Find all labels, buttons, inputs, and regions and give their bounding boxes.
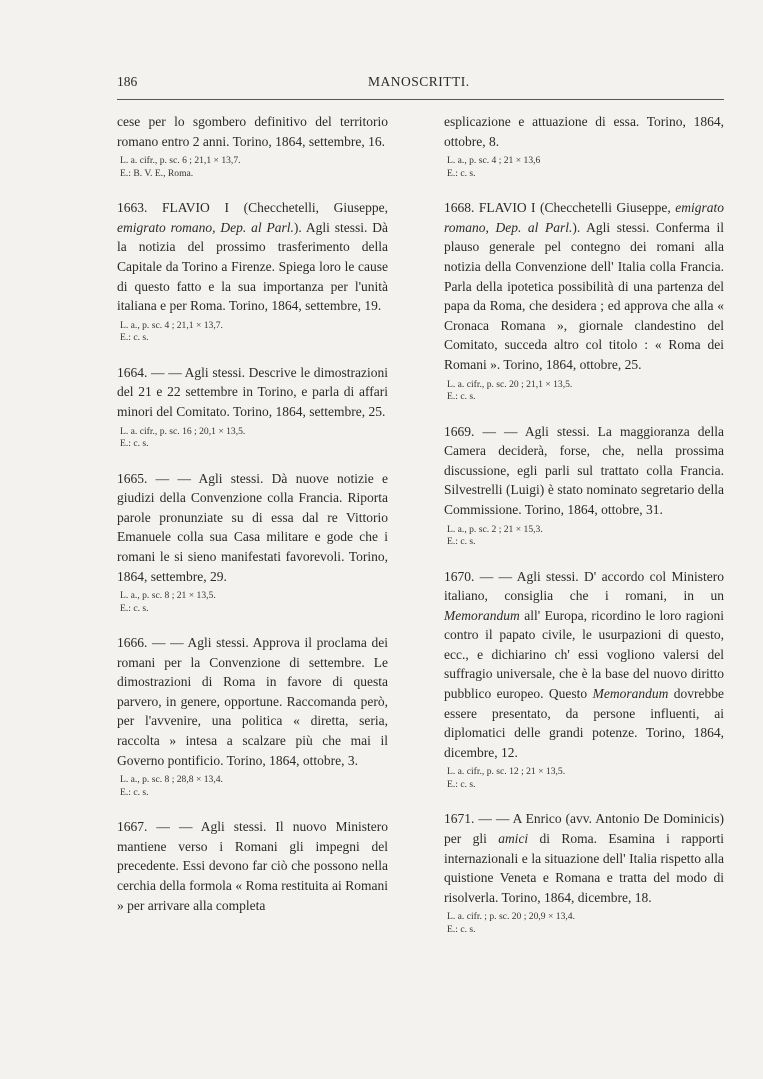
meta-line: L. a., p. sc. 4 ; 21,1 × 13,7. <box>120 319 223 331</box>
meta-line: L. a., p. sc. 8 ; 21 × 13,5. <box>120 590 216 602</box>
entry-continued-left <box>117 112 388 180</box>
text-run: ). Agli stessi. Dà la notizia del prossimo trasferimento della Capitale da Torino a Firenze. Spiega loro le cause di questo fatto e la sua importanza per l'unità italiana e per Roma. Torino, 1864, settembre, 19. <box>117 219 388 314</box>
header-rule <box>117 99 724 100</box>
entry-meta <box>444 911 724 936</box>
meta-line: E.: c. s. <box>447 536 476 547</box>
entry-1665 <box>117 469 388 616</box>
entry-meta <box>444 379 724 404</box>
entry-1670 <box>444 567 724 792</box>
meta-line: E.: c. s. <box>447 923 476 935</box>
entry-1669 <box>444 422 724 549</box>
entry-meta <box>117 590 388 615</box>
page-number: 186 <box>117 74 138 89</box>
entry-text <box>444 567 724 763</box>
meta-line: L. a., p. sc. 2 ; 21 × 15,3. <box>447 523 543 535</box>
text-run: ). Agli stessi. Conferma il plauso generale pel contegno dei romani alla notizia della Convenzione dell' Italia colla Francia. Parla della ipotetica possibilità di una partenza del papa da Roma, che desidera ; ed approva che alla « Cronaca Romana », giornale clandestino del Comitato, succeda altro col titolo : « Roma dei Romani ». Torino, 1864, ottobre, 25. <box>444 219 724 372</box>
text-run: 1663. FLAVIO I (Checchetelli, Giuseppe, <box>117 200 388 216</box>
running-title: MANOSCRITTI. <box>368 74 470 89</box>
meta-line: E.: B. V. E., Roma. <box>120 167 194 179</box>
entry-text <box>117 198 388 316</box>
entry-meta <box>444 524 724 549</box>
right-column <box>444 112 724 954</box>
entry-text: 1664. — — Agli stessi. Descrive le dimostrazioni del 21 e 22 settembre in Torino, e parla di affari minori del Comitato. Torino, 1864, settembre, 25. <box>117 364 388 419</box>
meta-line: L. a., p. sc. 8 ; 28,8 × 13,4. <box>120 774 223 786</box>
entry-meta <box>117 774 388 799</box>
text-run: di Roma. Esamina i rapporti internazionali e la situazione dell' Italia rispetto alla quistione Veneta e Romana e tratta del modo di risolverla. Torino, 1864, dicembre, 18. <box>444 831 724 905</box>
italic-run: amici <box>498 831 529 847</box>
italic-run: emigrato romano, Dep. al Parl. <box>117 219 294 235</box>
entry-continued-right <box>444 112 724 180</box>
text-run: dovrebbe essere presentato, da persone influenti, ai diplomatici delle grandi potenze. Torino, 1864, dicembre, 12. <box>444 686 725 760</box>
meta-line: L. a. cifr. ; p. sc. 20 ; 20,9 × 13,4. <box>447 911 575 923</box>
entry-text: esplicazione e attuazione di essa. Torino, 1864, ottobre, 8. <box>444 114 724 149</box>
text-run: 1668. FLAVIO I (Checchetelli Giuseppe, <box>444 200 676 216</box>
entry-meta <box>117 155 388 180</box>
entry-text <box>444 809 724 907</box>
text-run: all' Europa, ricordino le loro ragioni contro il papato civile, le usurpazioni di questo, ecc., e dichiarino ch' essi vogliono valersi del suffragio universale, che è la base del nuovo diritto pubblico europeo. Questo <box>444 607 724 702</box>
left-column <box>117 112 388 933</box>
entry-1667 <box>117 817 388 915</box>
meta-line: L. a. cifr., p. sc. 16 ; 20,1 × 13,5. <box>120 425 246 437</box>
meta-line: E.: c. s. <box>447 391 476 403</box>
entry-meta <box>444 766 724 791</box>
entry-meta <box>444 155 724 180</box>
entry-1671 <box>444 809 724 936</box>
text-run: 1671. — — A Enrico (avv. Antonio De Dominicis) per gli <box>444 811 724 847</box>
entry-text: 1665. — — Agli stessi. Dà nuove notizie e giudizi della Convenzione colla Francia. Riporta parole pronunziate su di essa dal re Vittorio Emanuele colla sua Casa militare e gode che i romani le si sieno manifestati favorevoli. Torino, 1864, settembre, 29. <box>117 470 388 584</box>
meta-line: E.: c. s. <box>447 778 476 790</box>
entry-text: 1669. — — Agli stessi. La maggioranza della Camera deciderà, forse, che, nella prossima discussione, egli parli sul trattato colla Francia. Silvestrelli (Luigi) è stato nominato segretario della Commissione. Torino, 1864, ottobre, 31. <box>444 423 724 517</box>
entry-meta <box>117 320 388 345</box>
entry-text: cese per lo sgombero definitivo del territorio romano entro 2 anni. Torino, 1864, settembre, 16. <box>117 114 388 149</box>
meta-line: L. a. cifr., p. sc. 20 ; 21,1 × 13,5. <box>447 378 573 390</box>
meta-line: E.: c. s. <box>120 786 149 798</box>
italic-run: Memorandum <box>592 686 669 702</box>
meta-line: E.: c. s. <box>447 167 476 179</box>
page-header <box>0 74 763 94</box>
entry-text: 1666. — — Agli stessi. Approva il proclama dei romani per la Convenzione di settembre. Le dimostrazioni di Roma in favore di questa parvero, in genere, opportune. Raccomanda però, per l'avvenire, una politica « diretta, seria, raccolta » intesa a scalzare più che mai il Governo pontificio. Torino, 1864, ottobre, 3. <box>117 635 388 768</box>
meta-line: L. a. cifr., p. sc. 12 ; 21 × 13,5. <box>447 766 566 778</box>
meta-line: E.: c. s. <box>120 602 149 614</box>
entry-1666 <box>117 633 388 799</box>
text-run: 1670. — — Agli stessi. D' accordo col Ministero italiano, consiglia che i romani, in un <box>444 568 724 604</box>
meta-line: L. a. cifr., p. sc. 6 ; 21,1 × 13,7. <box>120 155 241 167</box>
meta-line: E.: c. s. <box>120 332 149 344</box>
entry-1663 <box>117 198 388 345</box>
italic-run: emigrato romano, Dep. al Parl. <box>444 200 724 235</box>
entry-1664 <box>117 363 388 451</box>
entry-1668 <box>444 198 724 403</box>
entry-text: 1667. — — Agli stessi. Il nuovo Ministero mantiene verso i Romani gli impegni del precedente. Essi devono far ciò che possono nella cerchia della formola « Roma restituita ai Romani » per arrivare alla completa <box>117 819 388 913</box>
entry-meta <box>117 426 388 451</box>
meta-line: L. a., p. sc. 4 ; 21 × 13,6 <box>447 155 541 167</box>
italic-run: Memorandum <box>444 607 520 623</box>
meta-line: E.: c. s. <box>120 438 149 450</box>
entry-text <box>444 198 724 374</box>
